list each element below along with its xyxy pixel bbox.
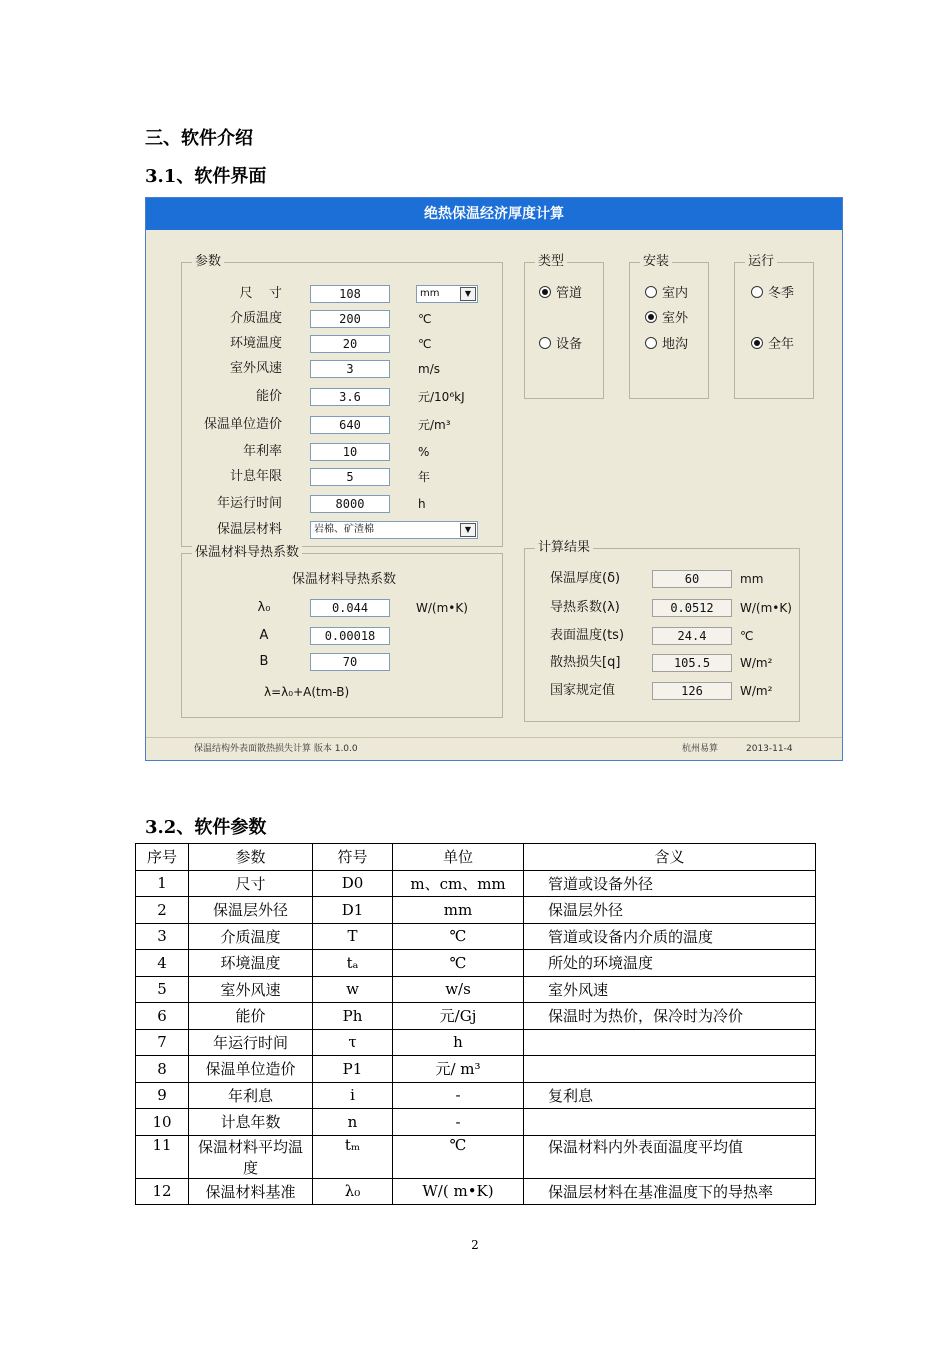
- size-unit-value: mm: [420, 288, 440, 299]
- table-cell: w/s: [393, 976, 524, 1003]
- result-value: 105.5: [652, 654, 732, 672]
- table-cell: 元/ m³: [393, 1056, 524, 1083]
- param-input[interactable]: 3: [310, 360, 390, 378]
- material-label: 保温层材料: [216, 522, 282, 537]
- table-cell: 年利息: [189, 1082, 313, 1109]
- table-cell: 保温层材料在基准温度下的导热率: [524, 1178, 816, 1205]
- param-input[interactable]: 200: [310, 310, 390, 328]
- lambda0-unit: W/(m•K): [416, 601, 468, 615]
- table-cell: -: [393, 1109, 524, 1136]
- window-title: 绝热保温经济厚度计算: [146, 198, 842, 230]
- param-label: 能价: [255, 389, 282, 404]
- radio-label: 地沟: [662, 337, 689, 352]
- radio-install-trench[interactable]: [645, 337, 688, 353]
- radio-label: 管道: [556, 286, 583, 301]
- type-group: [524, 254, 604, 399]
- a-input[interactable]: 0.00018: [310, 627, 390, 645]
- param-input[interactable]: 5: [310, 468, 390, 486]
- table-cell: 9: [136, 1082, 189, 1109]
- table-cell: 保温层外径: [189, 897, 313, 924]
- param-label: 保温单位造价: [203, 417, 282, 432]
- run-group-title: 运行: [745, 254, 777, 270]
- table-cell: 元/Gj: [393, 1003, 524, 1030]
- radio-run-allyear[interactable]: [751, 337, 794, 353]
- table-row: [136, 1056, 816, 1083]
- b-input[interactable]: 70: [310, 653, 390, 671]
- table-cell: i: [313, 1082, 393, 1109]
- result-unit: mm: [740, 572, 764, 586]
- result-label: 保温厚度(δ): [550, 571, 621, 586]
- table-cell: 6: [136, 1003, 189, 1030]
- radio-label: 冬季: [768, 286, 795, 301]
- param-input[interactable]: 8000: [310, 495, 390, 513]
- section-heading-3: 三、软件介绍: [145, 128, 253, 149]
- table-cell: 8: [136, 1056, 189, 1083]
- table-cell: ℃: [393, 923, 524, 950]
- table-cell: 介质温度: [189, 923, 313, 950]
- table-cell: 保温单位造价: [189, 1056, 313, 1083]
- table-cell: 计息年数: [189, 1109, 313, 1136]
- param-input[interactable]: 108: [310, 285, 390, 303]
- radio-dot-icon: [539, 337, 551, 349]
- table-cell: Ph: [313, 1003, 393, 1030]
- table-cell: 复利息: [524, 1082, 816, 1109]
- table-row: [136, 1135, 816, 1178]
- table-cell: 4: [136, 950, 189, 977]
- status-bar: [146, 737, 842, 760]
- type-group-title: 类型: [535, 254, 567, 270]
- table-cell: 保温材料平均温度: [189, 1135, 313, 1178]
- params-table: [135, 843, 816, 1205]
- table-row: [136, 870, 816, 897]
- result-value: 126: [652, 682, 732, 700]
- result-unit: W/m²: [740, 656, 773, 670]
- install-group-title: 安装: [640, 254, 672, 270]
- formula: λ=λ₀+A(tm-B): [264, 685, 350, 699]
- status-date: 2013-11-4: [746, 744, 793, 754]
- status-company: 杭州易算: [682, 744, 719, 754]
- param-unit: %: [418, 445, 430, 459]
- param-unit: m/s: [418, 362, 440, 376]
- status-version: 保温结构外表面散热损失计算 版本 1.0.0: [194, 744, 358, 754]
- section-heading-3-1: 3.1、软件界面: [145, 166, 267, 187]
- table-cell: n: [313, 1109, 393, 1136]
- table-row: [136, 976, 816, 1003]
- table-cell: tₐ: [313, 950, 393, 977]
- table-cell: w: [313, 976, 393, 1003]
- radio-install-outdoor[interactable]: [645, 311, 688, 327]
- table-row: [136, 1178, 816, 1205]
- lambda0-input[interactable]: 0.044: [310, 599, 390, 617]
- table-cell: λ₀: [313, 1178, 393, 1205]
- chevron-down-icon[interactable]: ▼: [460, 523, 476, 537]
- b-label: B: [259, 654, 269, 669]
- table-cell: 保温时为热价，保冷时为冷价: [524, 1003, 816, 1030]
- param-label: 环境温度: [229, 336, 282, 351]
- table-cell: 能价: [189, 1003, 313, 1030]
- param-input[interactable]: 10: [310, 443, 390, 461]
- table-cell: T: [313, 923, 393, 950]
- param-label: 计息年限: [229, 469, 282, 484]
- table-header: 符号: [313, 844, 393, 871]
- table-cell: 保温材料内外表面温度平均值: [524, 1135, 816, 1178]
- conductivity-group-title: 保温材料导热系数: [192, 545, 302, 561]
- table-header: 含义: [524, 844, 816, 871]
- conductivity-heading: 保温材料导热系数: [292, 572, 397, 587]
- table-cell: D1: [313, 897, 393, 924]
- table-cell: 11: [136, 1135, 189, 1178]
- table-cell: 1: [136, 870, 189, 897]
- table-cell: 3: [136, 923, 189, 950]
- table-cell: 5: [136, 976, 189, 1003]
- material-select[interactable]: [310, 521, 478, 539]
- table-cell: ℃: [393, 950, 524, 977]
- table-cell: 保温层外径: [524, 897, 816, 924]
- table-row: [136, 1003, 816, 1030]
- radio-label: 设备: [556, 337, 583, 352]
- table-cell: mm: [393, 897, 524, 924]
- software-window: [145, 197, 843, 761]
- radio-dot-icon: [539, 286, 551, 298]
- param-input[interactable]: 3.6: [310, 388, 390, 406]
- table-cell: 环境温度: [189, 950, 313, 977]
- param-label: 年利率: [242, 444, 282, 459]
- install-group: [629, 254, 709, 399]
- result-label: 表面温度(ts): [550, 628, 625, 643]
- param-unit: 年: [418, 470, 431, 484]
- table-cell: D0: [313, 870, 393, 897]
- result-value: 24.4: [652, 627, 732, 645]
- table-header: 序号: [136, 844, 189, 871]
- table-row: [136, 950, 816, 977]
- section-heading-3-2: 3.2、软件参数: [145, 817, 267, 838]
- table-cell: 室外风速: [189, 976, 313, 1003]
- size-unit-select[interactable]: [416, 285, 478, 303]
- table-header: 单位: [393, 844, 524, 871]
- table-row: [136, 1082, 816, 1109]
- table-header: 参数: [189, 844, 313, 871]
- param-label: 年运行时间: [216, 496, 282, 511]
- param-input[interactable]: 640: [310, 416, 390, 434]
- result-value: 60: [652, 570, 732, 588]
- table-row: [136, 897, 816, 924]
- table-cell: 尺寸: [189, 870, 313, 897]
- table-row: [136, 1109, 816, 1136]
- result-label: 散热损失[q]: [550, 655, 621, 670]
- table-cell: 室外风速: [524, 976, 816, 1003]
- param-label: 尺 寸: [239, 286, 282, 301]
- params-group-title: 参数: [192, 254, 224, 270]
- chevron-down-icon[interactable]: ▼: [460, 287, 476, 301]
- table-row: [136, 923, 816, 950]
- table-cell: tₘ: [313, 1135, 393, 1178]
- table-cell: 10: [136, 1109, 189, 1136]
- param-unit: ℃: [418, 337, 432, 351]
- material-value: 岩棉、矿渣棉: [314, 524, 374, 535]
- table-cell: 年运行时间: [189, 1029, 313, 1056]
- param-unit: h: [418, 497, 426, 511]
- result-unit: W/(m•K): [740, 601, 792, 615]
- result-label: 国家规定值: [550, 683, 616, 698]
- result-unit: W/m²: [740, 684, 773, 698]
- table-cell: 管道或设备外径: [524, 870, 816, 897]
- table-cell: [524, 1029, 816, 1056]
- table-cell: 7: [136, 1029, 189, 1056]
- table-cell: 12: [136, 1178, 189, 1205]
- radio-type-equipment[interactable]: [539, 337, 582, 353]
- table-cell: 所处的环境温度: [524, 950, 816, 977]
- radio-type-pipe[interactable]: [539, 286, 582, 302]
- param-label: 介质温度: [229, 311, 282, 326]
- radio-label: 全年: [768, 337, 795, 352]
- radio-dot-icon: [645, 311, 657, 323]
- table-cell: h: [393, 1029, 524, 1056]
- radio-install-indoor[interactable]: [645, 286, 688, 302]
- radio-run-winter[interactable]: [751, 286, 794, 302]
- radio-dot-icon: [751, 337, 763, 349]
- table-cell: ℃: [393, 1135, 524, 1178]
- radio-dot-icon: [645, 337, 657, 349]
- param-unit: 元/m³: [418, 418, 451, 432]
- table-cell: 2: [136, 897, 189, 924]
- table-cell: -: [393, 1082, 524, 1109]
- table-cell: W/( m•K): [393, 1178, 524, 1205]
- run-group: [734, 254, 814, 399]
- table-cell: [524, 1109, 816, 1136]
- table-cell: 管道或设备内介质的温度: [524, 923, 816, 950]
- result-label: 导热系数(λ): [550, 600, 620, 615]
- param-label: 室外风速: [229, 361, 282, 376]
- table-cell: [524, 1056, 816, 1083]
- radio-dot-icon: [645, 286, 657, 298]
- radio-label: 室内: [662, 286, 689, 301]
- table-row: [136, 1029, 816, 1056]
- table-cell: m、cm、mm: [393, 870, 524, 897]
- table-cell: 保温材料基准: [189, 1178, 313, 1205]
- result-group-title: 计算结果: [535, 540, 593, 556]
- result-unit: ℃: [740, 629, 754, 643]
- param-input[interactable]: 20: [310, 335, 390, 353]
- a-label: A: [259, 628, 269, 643]
- result-value: 0.0512: [652, 599, 732, 617]
- page-number: 2: [471, 1238, 479, 1252]
- lambda0-label: λ₀: [257, 600, 271, 615]
- radio-label: 室外: [662, 311, 689, 326]
- table-cell: P1: [313, 1056, 393, 1083]
- param-unit: ℃: [418, 312, 432, 326]
- table-cell: τ: [313, 1029, 393, 1056]
- param-unit: 元/10⁶kJ: [418, 390, 465, 404]
- radio-dot-icon: [751, 286, 763, 298]
- table-header-row: [136, 844, 816, 871]
